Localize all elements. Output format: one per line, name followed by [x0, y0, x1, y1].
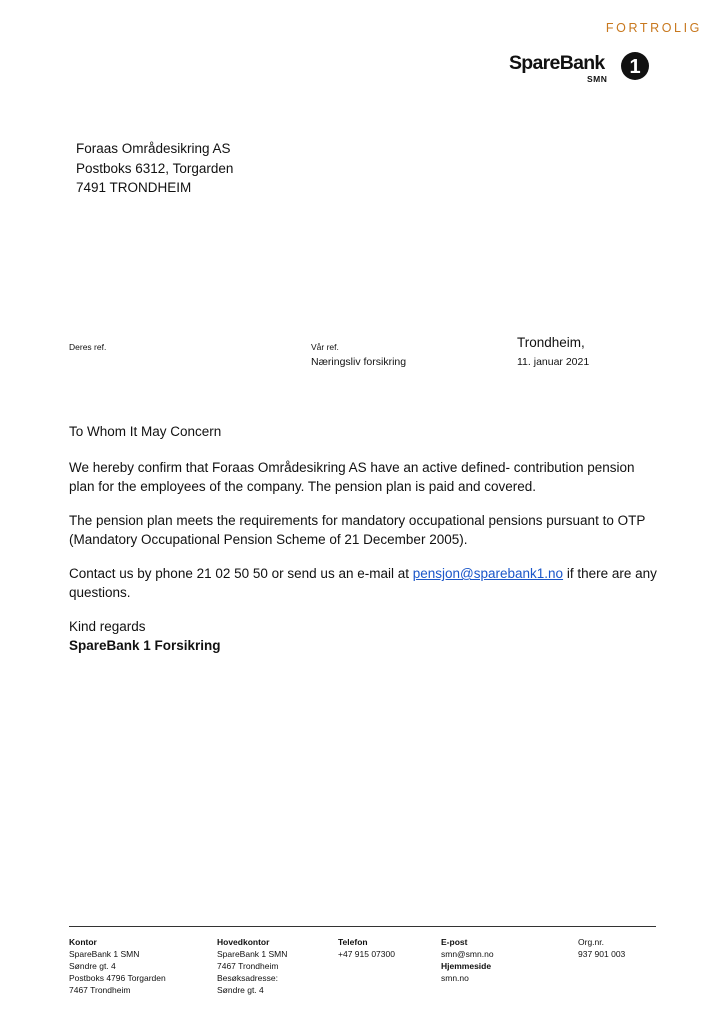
footer-divider: [69, 926, 656, 927]
footer-line: Søndre gt. 4: [69, 961, 116, 971]
contact-text: Contact us by phone 21 02 50 50 or send us an e-mail at: [69, 566, 413, 581]
logo-wordmark: SpareBank: [509, 52, 605, 74]
footer-website: smn.no: [441, 973, 469, 983]
requirements-line-1: The pension plan meets the requirements for mandatory occupational pensions pursuant to OTP: [69, 513, 646, 528]
paragraph-requirements: [69, 512, 659, 549]
footer-line: 7467 Trondheim: [217, 961, 279, 971]
footer-hovedkontor: [217, 936, 287, 996]
footer-heading: Org.nr.: [578, 937, 604, 947]
contact-text-end: if there are any: [563, 566, 657, 581]
letter-date: 11. januar 2021: [517, 356, 590, 368]
footer-email: smn@smn.no: [441, 949, 494, 959]
letter-place: Trondheim,: [517, 335, 585, 350]
footer-telefon: [338, 936, 395, 960]
paragraph-contact: [69, 565, 659, 602]
footer-line: Postboks 4796 Torgarden: [69, 973, 166, 983]
footer-line: 7467 Trondheim: [69, 985, 131, 995]
recipient-name: Foraas Områdesikring AS: [76, 141, 231, 156]
signature: SpareBank 1 Forsikring: [69, 637, 221, 653]
footer-heading: Hjemmeside: [441, 961, 492, 971]
closing-block: [69, 618, 659, 655]
recipient-city: 7491 TRONDHEIM: [76, 180, 192, 195]
paragraph-confirmation: We hereby confirm that Foraas Områdesikring AS have an active defined- contribution pension plan for the employees of the company. The pension plan is paid and covered.: [69, 460, 635, 494]
closing: Kind regards: [69, 619, 146, 634]
salutation: To Whom It May Concern: [69, 424, 222, 439]
footer-line: SpareBank 1 SMN: [217, 949, 288, 959]
recipient-street: Postboks 6312, Torgarden: [76, 160, 234, 176]
footer-line: SpareBank 1 SMN: [69, 949, 140, 959]
recipient-address: [76, 139, 233, 198]
footer-line: +47 915 07300: [338, 949, 395, 959]
our-ref-label: Vår ref.: [311, 342, 339, 352]
footer-line: Søndre gt. 4: [217, 985, 264, 995]
footer-kontor: [69, 936, 166, 996]
footer-epost: [441, 936, 494, 984]
footer-heading: E-post: [441, 937, 468, 947]
logo-badge-number: 1: [629, 56, 641, 78]
email-link[interactable]: pensjon@sparebank1.no: [412, 566, 564, 581]
footer-heading: Kontor: [69, 937, 97, 947]
their-ref-label: Deres ref.: [69, 342, 107, 352]
footer-heading: Telefon: [338, 937, 368, 947]
footer-org: [578, 936, 625, 960]
logo-sub: SMN: [587, 74, 608, 84]
confidential-label: FORTROLIG: [605, 21, 702, 35]
contact-line-2: questions.: [69, 584, 131, 600]
sparebank-logo: [509, 48, 649, 92]
requirements-line-2: (Mandatory Occupational Pension Scheme of 21 December 2005).: [69, 531, 468, 547]
footer-org-number: 937 901 003: [578, 949, 626, 959]
footer-line: Besøksadresse:: [217, 973, 278, 983]
our-ref-value: Næringsliv forsikring: [311, 356, 407, 368]
logo-badge-icon: [620, 50, 650, 82]
footer-heading: Hovedkontor: [217, 937, 270, 947]
